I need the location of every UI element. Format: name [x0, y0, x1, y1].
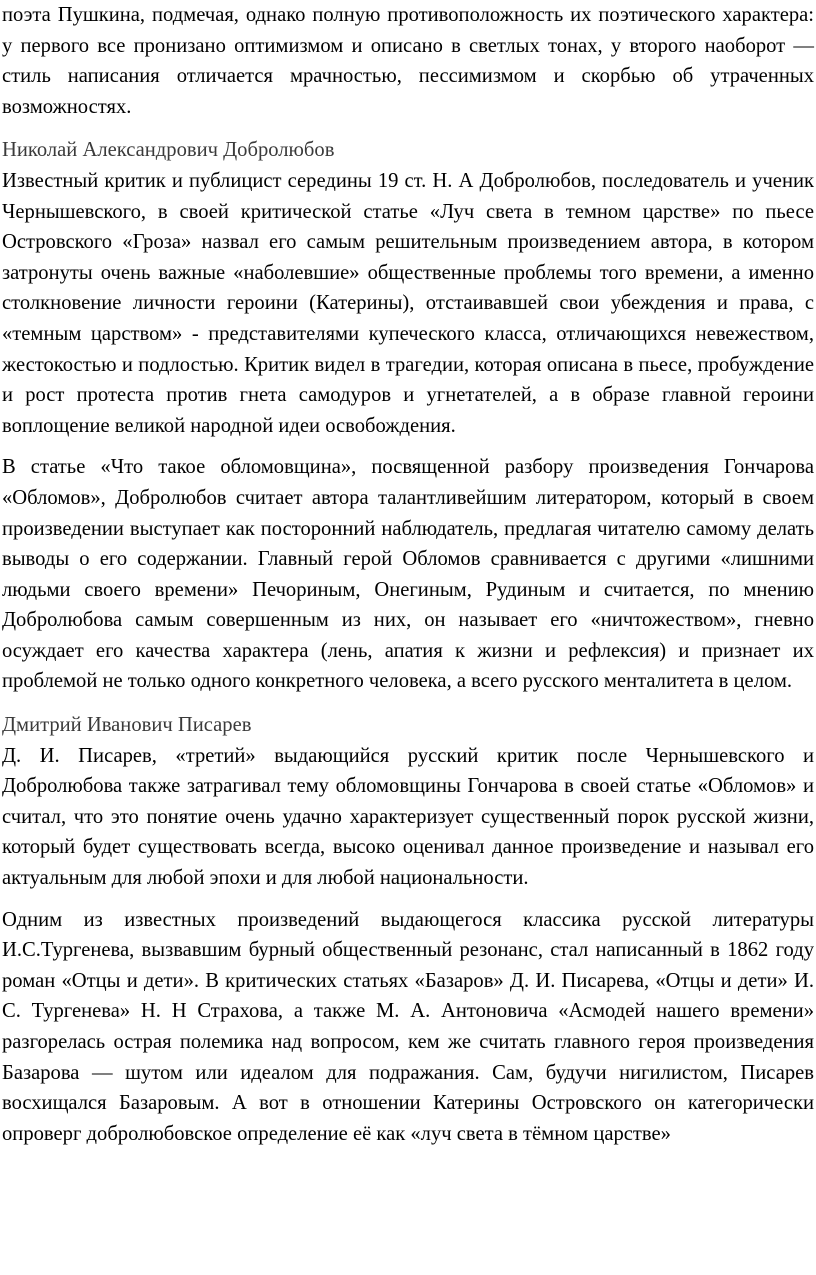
- section-heading-pisarev: Дмитрий Иванович Писарев: [2, 714, 252, 737]
- section-heading-dobrolyubov: Николай Александрович Добролюбов: [2, 139, 335, 162]
- pisarev-paragraph-1: Д. И. Писарев, «третий» выдающийся русский критик после Чернышевского и Добролюбова также затрагивал тему обломовщины Гончарова в своей статье «Обломов» и считал, что это понятие очень удачно характеризует существенный порок русской жизни, который будет существовать всегда, высоко оценивал данное произведение и называл его актуальным для любой эпохи и для любой национальности.: [2, 744, 814, 890]
- intro-paragraph: поэта Пушкина, подмечая, однако полную противоположность их поэтического характера: у первого все пронизано оптимизмом и описано в светлых тонах, у второго наоборот — стиль написания отличается мрачностью, пессимизмом и скорбью об утраченных возможностях.: [2, 4, 814, 118]
- dobrolyubov-paragraph-1: Известный критик и публицист середины 19 ст. Н. А Добролюбов, последователь и ученик Чернышевского, в своей критической статье «Луч света в темном царстве» по пьесе Островского «Гроза» назвал его самым решительным произведением автора, в котором затронуты очень важные «наболевшие» общественные проблемы того времени, а именно столкновение личности героини (Катерины), отстаивавшей свои убеждения и права, с «темным царством» - представителями купеческого класса, отличающихся невежеством, жестокостью и подлостью. Критик видел в трагедии, которая описана в пьесе, пробуждение и рост протеста против гнета самодуров и угнетателей, а в образе главной героини воплощение великой народной идеи освобождения.: [2, 169, 814, 437]
- dobrolyubov-paragraph-2: В статье «Что такое обломовщина», посвященной разбору произведения Гончарова «Обломов», Добролюбов считает автора талантливейшим литератором, который в своем произведении выступает как посторонний наблюдатель, предлагая читателю самому делать выводы о его содержании. Главный герой Обломов сравнивается с другими «лишними людьми своего времени» Печориным, Онегиным, Рудиным и считается, по мнению Добролюбова самым совершенным из них, он называет его «ничтожеством», гневно осуждает его качества характера (лень, апатия к жизни и рефлексия) и признает их проблемой не только одного конкретного человека, а всего русского менталитета в целом.: [2, 456, 814, 693]
- pisarev-paragraph-2: Одним из известных произведений выдающегося классика русской литературы И.С.Тургенева, вызвавшим бурный общественный резонанс, стал написанный в 1862 году роман «Отцы и дети». В критических статьях «Базаров» Д. И. Писарева, «Отцы и дети» И. С. Тургенева» Н. Н Страхова, а также М. А. Антоновича «Асмодей нашего времени» разгорелась острая полемика над вопросом, кем же считать главного героя произведения Базарова — шутом или идеалом для подражания. Сам, будучи нигилистом, Писарев восхищался Базаровым. А вот в отношении Катерины Островского он категорически опроверг добролюбовское определение её как «луч света в тёмном царстве»: [2, 908, 814, 1145]
- document-page: [2, 0, 814, 1149]
